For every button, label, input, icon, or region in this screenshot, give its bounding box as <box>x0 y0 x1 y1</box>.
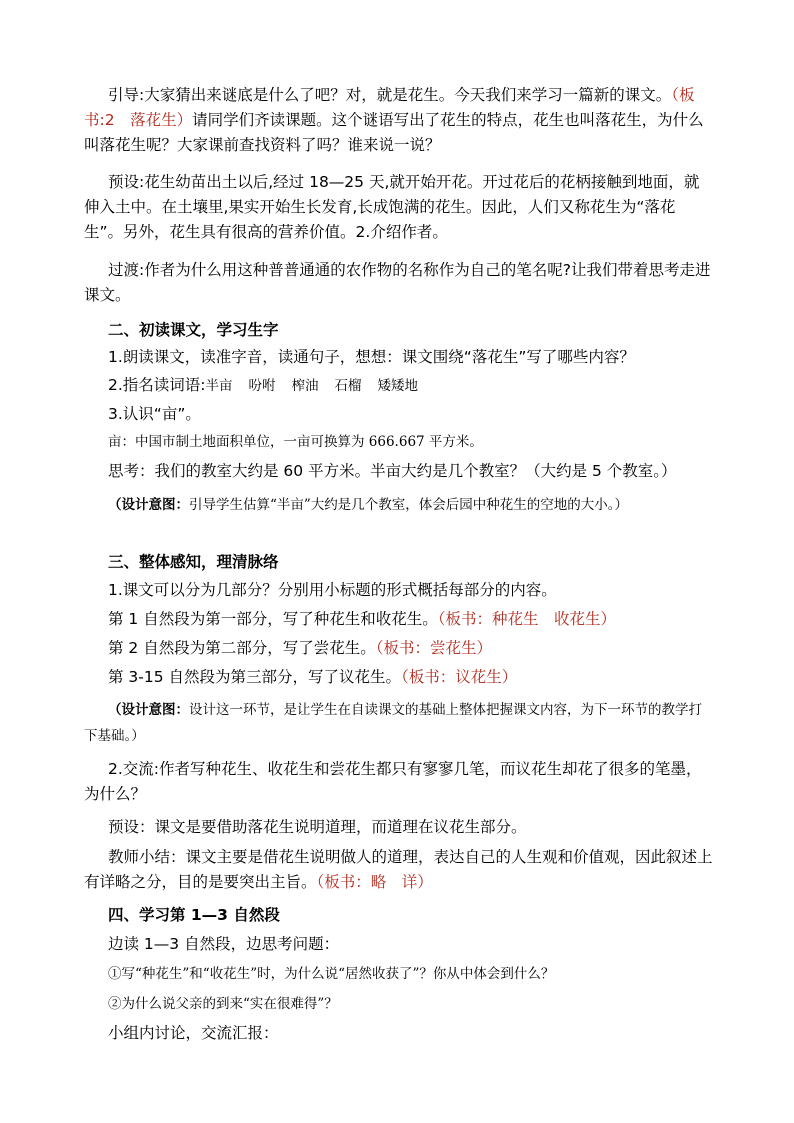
mu-definition: 亩：中国市制土地面积单位，一亩可换算为 666.667 平方米。 <box>108 434 483 450</box>
section-3-heading: 三、整体感知，理清脉络 <box>108 553 279 571</box>
intro-text: 大家猜出来谜底是什么了吧？对，就是花生。今天我们来学习一篇新的课文。 <box>144 86 672 104</box>
think-question: 思考：我们的教室大约是 60 平方米。半亩大约是几个教室？（大约是 5 个教室。） <box>108 462 677 480</box>
section-4-heading: 四、学习第 1—3 自然段 <box>108 906 280 924</box>
question-2: ②为什么说父亲的到来“实在很难得”？ <box>108 996 338 1012</box>
exchange-paragraph <box>84 757 714 807</box>
word-2: 吩咐 <box>248 378 276 394</box>
part-3-text: 第 3-15 自然段为第三部分，写了议花生。 <box>108 668 402 686</box>
preset-2: 预设：课文是要借助落花生说明道理，而道理在议花生部分。 <box>108 818 527 836</box>
part-3-board-note: （板书：议花生） <box>401 668 518 686</box>
word-4: 石榴 <box>334 378 362 394</box>
question-1: ①写“种花生”和“收花生”时，为什么说“居然收获了”？你从中体会到什么？ <box>108 966 555 982</box>
design-intent-label: （设计意图： <box>108 497 189 513</box>
part-3-line <box>108 665 738 690</box>
words-label: 2.指名读词语: <box>108 376 206 394</box>
section-2-item-2 <box>108 373 738 399</box>
section-3-design-intent <box>84 697 714 749</box>
summary-board-note: （板书：略 详） <box>316 873 433 891</box>
teacher-summary <box>84 845 714 895</box>
section-4-intro: 边读 1—3 自然段，边思考问题： <box>108 935 340 953</box>
section-2-item-1: 1.朗读课文，读准字音，读通句子，想想：课文围绕“落花生”写了哪些内容？ <box>108 348 635 366</box>
part-2-line <box>108 636 738 661</box>
section-2-design-intent <box>84 492 714 518</box>
intro-paragraph <box>84 83 714 158</box>
group-discussion: 小组内讨论，交流汇报： <box>108 1024 279 1042</box>
intro-label: 引导: <box>108 86 145 104</box>
preset-label: 预设: <box>108 173 145 191</box>
section-2-heading: 二、初读课文，学习生字 <box>108 321 279 339</box>
part-1-line <box>108 607 738 632</box>
design-intent-text: 引导学生估算“半亩”大约是几个教室，体会后园中种花生的空地的大小。） <box>189 497 629 513</box>
transition-label: 过渡: <box>108 261 145 279</box>
part-1-text: 第 1 自然段为第一部分，写了种花生和收花生。 <box>108 610 438 628</box>
part-1-board-note: （板书：种花生 收花生） <box>437 610 616 628</box>
design-intent-label: （设计意图： <box>108 702 189 718</box>
section-2-item-3: 3.认识“亩”。 <box>108 405 201 423</box>
exchange-label: 2.交流: <box>108 760 160 778</box>
preset-text: 花生幼苗出土以后,经过 18—25 天,就开始开花。开过花后的花柄接触到地面，就伸入土中。在土壤里,果实开始生长发育,长成饱满的花生。因此，人们又称花生为“落花生”。另外，花生具有很高的营养价值。2.介绍作者。 <box>84 173 700 241</box>
word-5: 矮矮地 <box>377 378 419 394</box>
section-3-item-1: 1.课文可以分为几部分？分别用小标题的形式概括每部分的内容。 <box>108 581 557 599</box>
intro-board-note: （板书:2 落花生） <box>84 86 695 129</box>
transition-paragraph <box>84 258 714 308</box>
preset-paragraph <box>84 170 714 245</box>
design-intent-text: 设计这一环节，是让学生在自读课文的基础上整体把握课文内容，为下一环节的教学打下基础。） <box>84 702 702 744</box>
intro-text-2: 请同学们齐读课题。这个谜语写出了花生的特点，花生也叫落花生，为什么叫落花生呢？大家课前查找资料了吗？谁来说一说？ <box>84 111 704 154</box>
word-3: 榨油 <box>291 378 319 394</box>
exchange-text: 作者写种花生、收花生和尝花生都只有寥寥几笔，而议花生却花了很多的笔墨，为什么？ <box>84 760 702 803</box>
summary-text: 教师小结：课文主要是借花生说明做人的道理，表达自己的人生观和价值观，因此叙述上有详略之分，目的是要突出主旨。 <box>84 848 713 891</box>
part-2-text: 第 2 自然段为第二部分，写了尝花生。 <box>108 639 376 657</box>
part-2-board-note: （板书：尝花生） <box>375 639 492 657</box>
transition-text: 作者为什么用这种普普通通的农作物的名称作为自己的笔名呢?让我们带着思考走进课文。 <box>84 261 711 304</box>
word-1: 半亩 <box>205 378 233 394</box>
